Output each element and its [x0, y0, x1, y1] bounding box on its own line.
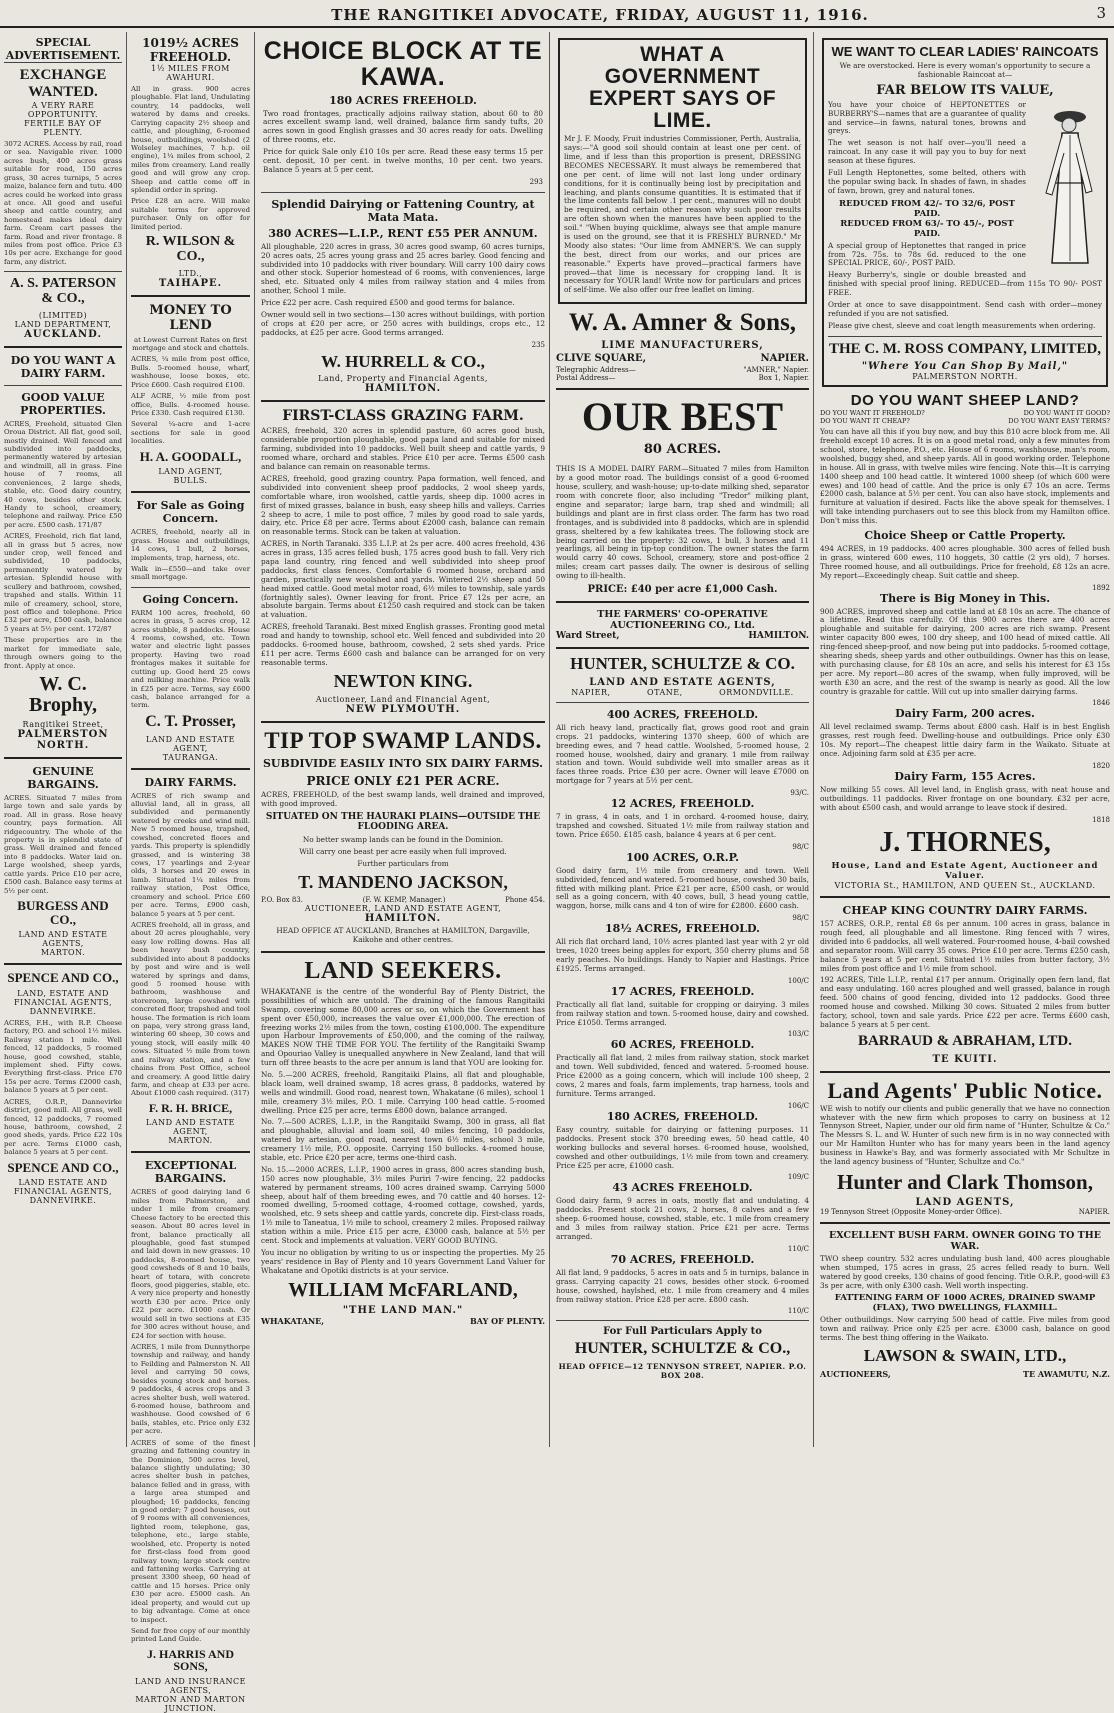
spence-footer-sub: LAND ESTATE AND FINANCIAL AGENTS,: [14, 1178, 112, 1197]
brice-town: MARTON.: [168, 1136, 213, 1146]
f17-body: Practically all flat land, suitable for cropping or dairying. 3 miles from railway station and town. 5-roomed house, dairy and cowshed. Price £1050. Terms arranged.: [556, 999, 809, 1027]
seekers-body-5: You incur no obligation by writing to us or inspecting the properties. My 25 years' residence in Bay of Plenty and 10 years Government Land Valuer for Whakatane and Opotiki districts is at your service.: [261, 1247, 545, 1275]
column-2: [127, 32, 255, 1713]
grazing-heading: FIRST-CLASS GRAZING FARM.: [282, 408, 524, 425]
hurrell-name: W. HURRELL & CO.,: [321, 351, 485, 371]
king-country-157: 157 ACRES, O.R.P., rental £8 6s per annum. 100 acres in grass, balance in rough feed, all ploughable and all limestone. Ring fenced with 7 wires, divided into 6 paddocks, all well watered. Four-roomed house, 4-bail cowshed and separator room. Will carry 35 cows. Price £10 per acre. Terms £250 cash, balance 5 years at 5 per cent. Situated 1½ miles from butter factory, 3½ miles from post office and 1½ mile from school.: [820, 919, 1110, 973]
bush-body: TWO sheep country. 532 acres undulating bush land, 400 acres ploughable when stumped, 175 acres in grass, 25 acres felled ready to burn. Well watered by good creeks, 130 chains of good fencing. Title O.R.P., good-will £3 3s per acre, with only £300 cash. Well worth inspecting.: [820, 1253, 1110, 1290]
spence-body-2: ACRES, O.R.P., Dannevirke district, good mill. All grass, well fenced, 12 paddocks, 7 roomed house, bathroom, cowshed, 2 good sheds, yards. Price £22 10s per acre. Terms £1000 cash, balance 5 years at 5 per cent.: [4, 1097, 122, 1157]
tiptop-situated: SITUATED ON THE HAURAKI PLAINS—OUTSIDE THE FLOODING AREA.: [265, 812, 541, 833]
exceptional-heading: EXCEPTIONAL BARGAINS.: [144, 1159, 237, 1186]
jackson-sub: AUCTIONEER, LAND AND ESTATE AGENT,: [304, 904, 502, 914]
mata-price: Price £22 per acre. Cash required £500 and good terms for balance.: [261, 298, 515, 308]
grazing-735: ACRES, in North Taranaki. 335 L.I.P. at 2s per acre. 400 acres freehold, 436 acres in grass, 135 acres felled bush, 175 acres good bush to fall. Very rich papa land country, ring fenced and well subdivided into sheep proof paddocks, first class fences. Comfortable 6 roomed house, orchard and garden, practically new woolshed and yards. Wintered 2½ sheep and 50 head mixed cattle. Good metal motor road, 6½ miles to township, sale yards (fortnightly sales). Owner leaving for front. Price £7 12s per acre, an absolute bargain. Terms about £1250 cash required and stock can be taken at valuation.: [261, 539, 545, 620]
amner-post-label: Postal Address—: [556, 374, 616, 383]
f12-ref: 98/C: [792, 842, 809, 851]
concern-price: Walk in—£550—and take over small mortgage.: [131, 564, 250, 582]
choice-sub: 180 ACRES FREEHOLD.: [329, 93, 477, 107]
tiptop-better: No better swamp lands can be found in the Dominion.: [302, 835, 504, 845]
f180-body: Easy country, suitable for dairying or fattening purposes. 11 paddocks. Present stock 370 breeding ewes, 50 head cattle, 40 working bullocks and several horses. 6-roomed house, woolshed, cowshed and other outbuildings, 1½ mile from town and creamery. Price £25 per acre, £1000 cash.: [556, 1124, 809, 1170]
values-body-1: ACRES, Freehold, situated Glen Oroua District. All flat, good soil, mostly drained. Well fenced and subdivided into paddocks, permanently watered by artesian and windmill, all in grass. Fine house of 7 rooms, all conveniences, 2 large sheds, stable, etc. Good dairy country, 40 cows, besides other stock. Handy to school, creamery, telephone and railway. Price £50 per acre. £500 cash. 171/87: [4, 419, 122, 529]
f100-body: Good dairy farm, 1½ mile from creamery and town. Well subdivided, fenced and watered. 5-roomed house, cowshed 30 bails, fitted with milking plant. Price £21 per acre, £500 cash, or would sell as a going concern, with 40 cows, bull, 3 head young cattle, waggon, horse, milk cans and 4 ton of wire for £2800. £600 cash.: [556, 865, 809, 911]
jackson-phone: Phone 454.: [505, 896, 545, 905]
sheep-body: You can have all this if you buy now, and buy this 810 acre block from me. All freehold except 10 acres. It is on a good metal road, only a few minutes from school, store, telephone, P.O., etc. House of 6 rooms, washhouse, man's room, woolshed, buggy shed, and sheep yards. All in good working order. Telephone in house. All in grass, with twelve miles wire fencing. Note this—It is carrying 1400 sheep and 100 head cattle. It wintered 1000 sheep (of which 600 were ewes) and 100 head of cattle. And the price is only £7 10s an acre. Terms £2000 cash, balance at 5½ per cent. You can also have stock, implements and furniture at valuation if desired. Facts like the above speak for themselves. I will take intending purchasers out to see this block from my Hamilton office. Don't miss this.: [820, 427, 1110, 526]
masthead: [0, 2, 1114, 28]
jackson-contact-row: [261, 896, 545, 904]
lawson-row: [820, 1369, 1110, 1379]
mata-heading: Splendid Dairying or Fattening Country, at Mata Mata.: [271, 197, 535, 224]
f18-heading: 18½ ACRES, FREEHOLD.: [604, 922, 761, 936]
paterson-name: A. S. PATERSON & CO.,: [9, 276, 117, 307]
money-4acres: ACRES, ¼ mile from post office, Bulls. 5-roomed house, wharf, washhouse, loose boxes, etc. Price £600. Cash required £100.: [131, 355, 250, 389]
mata-sub: 380 ACRES—L.I.P., RENT £55 PER ANNUM.: [268, 226, 538, 240]
goodall-name: H. A. GOODALL,: [139, 448, 242, 464]
f18-body: All rich flat orchard land, 10½ acres planted last year with 2 yr old trees, 1020 trees being apples for export, 350 cherry plums and 58 early peaches. No buildings. Handy to Napier and Hastings. Price £1925. Terms arranged.: [556, 937, 809, 973]
hunter-sub: LAND AND ESTATE AGENTS,: [589, 676, 776, 688]
thornes-name: J. THORNES,: [879, 826, 1051, 858]
concern-heading: For Sale as Going Concern.: [136, 499, 245, 526]
amner-post: Box 1, Napier.: [758, 374, 809, 383]
exceptional-body-3: ACRES of some of the finest grazing and fattening country in the Dominion, 500 acres level, balance slightly undulating; 30 acres shelter bush in patches, balance felled and in grass, with a large area stumped and ploughed; 16 paddocks, fencing in good order; 7 good houses, out of 9 rooms with all conveniences, lighted room, telephone, gas, telephone, etc., large stable, woolshed, etc. Property is noted for first-class food from good railway town; large stock centre and fattening works. Carrying at present 3300 sheep, 60 head of cattle and 15 horses. Price only £30 per acre. £5000 cash. An ideal property, and would cut up to big advantage. Come at once to inspect.: [131, 1438, 250, 1624]
mcfarland-name: WILLIAM McFARLAND,: [288, 1278, 518, 1301]
hunter-footer-name: HUNTER, SCHULTZE & CO.,: [574, 1340, 791, 1358]
dairy155-ref: 1818: [1092, 815, 1110, 824]
harris-sub: LAND AND INSURANCE AGENTS,: [135, 1676, 246, 1695]
mcfarland-town-row: [261, 1316, 545, 1326]
f100-heading: 100 ACRES, O.R.P.: [626, 850, 739, 864]
htc-address: 19 Tennyson Street (Opposite Money-order Office).: [820, 1207, 1002, 1216]
exchange-sub2: FERTILE BAY OF PLENTY.: [24, 119, 102, 137]
exchange-sub: A VERY RARE OPPORTUNITY.: [27, 101, 99, 119]
grazing-400b: ACRES, freehold Taranaki. Best mixed English grasses. Fronting good metal road and handy to township, school etc. Well fenced and subdivided into 20 paddocks. 6-roomed house, bathroom, cowshed, 2 sets shed yards. Price £11 per acre. Terms £600 cash and balance can be arranged for on very reasonable terms.: [261, 622, 545, 667]
raincoat-body-4: A special group of Heptonettes that ranged in price from 72s. 75s. to 78s 6d. reduced to the one SPECIAL PRICE, 60/-, POST PAID.: [828, 240, 1026, 268]
choice-heading: CHOICE BLOCK AT TE KAWA.: [263, 37, 543, 92]
column-4: [552, 32, 814, 1447]
amner-tel-row: [556, 366, 809, 374]
seekers-heading: LAND SEEKERS.: [304, 957, 502, 984]
raincoat-heading: WE WANT TO CLEAR LADIES' RAINCOATS: [831, 44, 1099, 59]
spence-footer-name: SPENCE AND CO.,: [7, 1159, 119, 1175]
amner-post-row: [556, 374, 809, 382]
jackson-name: T. MANDENO JACKSON,: [298, 872, 508, 893]
brice-sub: LAND AND ESTATE AGENT,: [145, 1118, 235, 1137]
apply-heading: For Full Particulars Apply to: [603, 1326, 762, 1338]
spence-sub: LAND, ESTATE AND FINANCIAL AGENTS,: [14, 988, 112, 1007]
paterson-town: AUCKLAND.: [24, 328, 102, 340]
f60-ref: 106/C: [787, 1101, 809, 1110]
burgess-town: MARTON.: [40, 948, 86, 958]
barraud-town: TE KUITI.: [932, 1053, 998, 1065]
tiptop-570: ACRES, FREEHOLD, of the best swamp lands, well drained and improved, with good improved.: [261, 789, 545, 808]
best-price: PRICE: £40 per acre £1,000 Cash.: [587, 584, 778, 596]
f400-ref: 93/C.: [790, 789, 809, 798]
exchange-heading: EXCHANGE WANTED.: [19, 67, 107, 100]
ross-name: THE C. M. ROSS COMPANY, LIMITED,: [828, 340, 1102, 357]
f43-body: Good dairy farm, 9 acres in oats, mostly flat and undulating. 4 paddocks. Present stock 21 cows, 2 horses, 8 calves and a few sheep. 6-roomed house, cowshed, stable, etc. 1 mile from creamery and 3 miles from railway station. Price £21 per acre. Terms arranged.: [556, 1196, 809, 1241]
grazing-1248: ACRES, freehold, good grazing country. Papa formation, well fenced, and subdivided into convenient sheep proof paddocks, 2 wool sheep yards, comfortable whare, iron woolshed, cattle yards, sheep dip. 1000 acres in first of mixed grasses, balance in bush, easy sheep hills and valleys. Carries 2 sheep to acre, 1 mile to post office, 7 miles by good road to sale yards, dairy, etc. Price £8 per acre. Terms about £2000 cash, balance can remain on reasonable terms. Stock can be taken at valuation.: [261, 473, 545, 537]
notice-body: WE wish to notify our clients and public generally that we have no connection whatever with the new firm which proposes to carry on business at 12 Tennyson Street, Napier, under our old firm name of "Hunter, Schultze & Co." The Messrs S. L. and W. Hunter of such new firm is in no way connected with our Mr Hamilton Hunter who has for many years been in the land agency business in Hawke's Bay, and was formerly associated with Mr Schultze in the land agency business of "Hunter, Schultze and Co.": [820, 1103, 1110, 1166]
f18-ref: 100/C: [787, 976, 809, 985]
seekers-body-4: No. 15.—2000 ACRES, L.I.P., 1900 acres in grass, 800 acres standing bush, 150 acres now ploughable, 3½ miles Puriri 7-wire fencing, 22 paddocks watered by permanent streams, 100 acres drained swamp. Carrying 5000 sheep, about half of them breeding ewes, and 70 cattle and 40 horses. 12-roomed dwelling, 5-roomed cottage, 4-roomed cottage, cowshed, yards, woolshed, etc. 9 sets sheep and cattle yards, concrete dip. First-class roads, 1½ mile to Taneatua, 1½ mile to school, creamery 2 miles. Proposed railway station within a mile. Price £15 per acre, £3000 cash, balance at 5½ per cent. Stock and implements at valuation. VERY GOOD BUYING.: [261, 1164, 545, 1246]
prosser-sub: LAND AND ESTATE AGENT,: [145, 734, 235, 753]
jackson-manager: (F. W. KEMP, Manager.): [362, 896, 446, 905]
f70-ref: 110/C: [787, 1307, 809, 1316]
burgess-name: BURGESS AND CO.,: [17, 898, 109, 927]
farmers-street: Ward Street,: [556, 631, 620, 642]
king-country-heading: CHEAP KING COUNTRY DAIRY FARMS.: [842, 904, 1088, 918]
goodall-sub: LAND AGENT,: [158, 467, 223, 477]
f400-heading: 400 ACRES, FREEHOLD.: [606, 707, 759, 721]
htc-address-row: [820, 1208, 1110, 1216]
wilson-ltd: LTD.,: [178, 268, 203, 278]
prosser-town: TAURANGA.: [162, 752, 219, 762]
raincoat-reduced-2: REDUCED FROM 63/- TO 45/-, POST PAID.: [840, 218, 1014, 239]
tiptop-price: PRICE ONLY £21 PER ACRE.: [306, 773, 500, 788]
king-name: NEWTON KING.: [333, 670, 473, 691]
brophy-name: W. C. Brophy,: [29, 672, 97, 716]
bush-heading: EXCELLENT BUSH FARM. OWNER GOING TO THE WAR.: [829, 1229, 1101, 1252]
spence-body-1: ACRES, F.H., with R.P. Cheese factory, P.O. and school 1½ miles. Railway station 1 mile. Well fenced, 12 paddocks, 5 roomed house, good cowshed, stable, implement shed. Fifty cows. Everything first-class. Price £70 15s per acre. Terms £2000 cash, balance 5 years at 5 per cent.: [4, 1018, 122, 1095]
raincoat-body-6: Order at once to save disappointment. Send cash with order—money refunded if you are not satisfied.: [828, 300, 1102, 318]
brice-name: F. R. H. BRICE,: [148, 1100, 233, 1115]
thornes-address: VICTORIA St., HAMILTON, AND QUEEN St., AUCKLAND.: [834, 881, 1096, 891]
paterson-ltd: (LIMITED): [38, 310, 88, 320]
exceptional-body-1: ACRES of good dairying land 6 miles from Palmerston, and under 1 mile from creamery. Cheese factory to be erected this season. About 80 acres level in front, balance practically all ploughable, good fast stumped and laid down in new grasses. 10 paddocks, 8-roomed house, two good cowsheds of 8 and 10 bails, heart of totara, with concrete floors, good piggeries, stable, etc. A very nice property and honestly worth £30 per acre. Price only £22 per acre. £1000 cash. Or would sell in two sections at £35 for 300 acres without house, and £24 for section with house.: [131, 1188, 250, 1340]
king-town: NEW PLYMOUTH.: [345, 703, 461, 715]
goodall-town: BULLS.: [173, 476, 208, 486]
mcfarland-bay: BAY OF PLENTY.: [470, 1315, 545, 1326]
f12-body: 7 in grass, 4 in oats, and 1 in orchard. 4-roomed house, dairy, trapshed and cowshed. Situated 1½ mile from railway station and town. Price £650. £185 cash, balance 4 years at 6 per cent.: [556, 812, 809, 839]
values-heading: GOOD VALUE PROPERTIES.: [20, 390, 106, 417]
f12-heading: 12 ACRES, FREEHOLD.: [610, 797, 755, 811]
f100-ref: 98/C: [792, 914, 809, 923]
money-half-acre: ALF ACRE, ½ mile from post office, Bulls. 4-roomed house. Price £330. Cash required £130.: [131, 392, 250, 417]
masthead-title: THE RANGITIKEI ADVOCATE, FRIDAY, AUGUST 11, 1916.: [331, 6, 869, 24]
best-heading: OUR BEST: [581, 394, 784, 440]
seekers-body-2: No. 5.—200 ACRES, freehold, Rangitaiki Plains, all flat and ploughable, black loam, well drained swamp, 18 acres grass, 8 paddocks, watered by wells and windmill. Good road, nearest town, Whakatane (6 miles), school 1 mile, creamery 3½ miles, P.O. 1 mile. Carrying 100 head cattle. 5-roomed dwelling. Price £25 per acre, terms £800 down, balance arranged.: [261, 1070, 545, 1115]
choice-ref: 293: [529, 177, 543, 186]
mata-body: All ploughable, 220 acres in grass, 30 acres good swamp, 60 acres turnips, 20 acres oats, 25 acres young grass and 25 acres barley. Good fencing and subdivided into 10 paddocks with river boundary. Will carry 100 dairy cows and other stock. Superior homestead of 6 rooms, with conveniences, large shed, etc. Situated only 4 miles from railway station and 4 miles from another, School 1 mile.: [261, 241, 545, 296]
raincoat-body-5: Heavy Burberry's, single or double breasted and finished with special proof lining. REDUCED—from 115s TO 90/- POST FREE.: [828, 270, 1102, 298]
brophy-town: PALMERSTON NORTH.: [17, 728, 109, 751]
htc-sub: LAND AGENTS,: [915, 1196, 1015, 1208]
raincoat-reduced-1: REDUCED FROM 42/- TO 32/6, POST PAID.: [839, 198, 1015, 219]
sheep-questions-row-2: [820, 417, 1110, 425]
page-number: 3: [1096, 4, 1106, 22]
f60-heading: 60 ACRES, FREEHOLD.: [610, 1038, 755, 1052]
farmers-town: HAMILTON.: [748, 631, 809, 642]
f70-heading: 70 ACRES, FREEHOLD.: [610, 1252, 755, 1266]
brophy-intro: These properties are in the market for immediate sale, through owners going to the front. Apply at once.: [4, 636, 122, 670]
dairy155-body: Now milking 55 cows. All level land, in English grass, with neat house and outbuildings. 11 paddocks. River frontage on one boundary. £32 per acre, with about £500 cash, and would arrange to leave stock if desired.: [820, 785, 1110, 812]
sheep-q2: DO YOU WANT IT GOOD?: [1023, 409, 1110, 418]
money-ref: 1846: [1092, 699, 1110, 708]
prosser-name: C. T. Prosser,: [145, 712, 236, 730]
column-3: [257, 32, 550, 1447]
raincoat-intro: We are overstocked. Here is every woman's opportunity to secure a fashionable Raincoat at—: [839, 61, 1091, 79]
paterson-dept: LAND DEPARTMENT,: [14, 319, 112, 329]
flax-heading: FATTENING FARM OF 1000 ACRES, DRAINED SWAMP (FLAX), TWO DWELLINGS, FLAXMILL.: [834, 1293, 1096, 1314]
htc-town: NAPIER.: [1078, 1207, 1110, 1216]
concern-body: ACRES, freehold, nearly all in grass. House and outbuildings, 14 cows, 1 bull, 2 horses, implements, trap, harness, etc.: [131, 528, 250, 562]
jackson-town: HAMILTON.: [364, 913, 442, 925]
column-5: [816, 32, 1114, 1447]
sheep-heading: DO YOU WANT SHEEP LAND?: [850, 392, 1080, 410]
spence-town: DANNEVIRKE.: [29, 1006, 97, 1016]
seekers-body-1: WHAKATANE is the centre of the wonderful Bay of Plenty District, the possibilities of which are untold. The draining of the famous Rangitaiki Swamp, covering some 80,000 acres or so, on which the Government has spent over £50,000, increases the value over £1,000,000. The erection of freezing works 2½ miles from the town, costing £100,000. The expenditure upon Harbour Improvements of £50,000, and the coming of the railway, MAKES NOW THE TIME FOR YOU. The fertility of the Rangitaiki Swamp and Opouriao Valley is unequalled anywhere in New Zealand, land that will turn off three beasts to the acre per annum is land that YOU are looking for.: [261, 986, 545, 1068]
f60-body: Practically all flat land, 2 miles from railway station, stock market and town. Well subdivided, fenced and watered. 5-roomed house. Price £2000 as a going concern, which will include 100 sheep, 2 cows, 2 mares and foals, farm implements, trap harness, tools and furniture. Terms arranged.: [556, 1053, 809, 1099]
ross-slogan: "Where You Can Shop By Mail,": [861, 361, 1069, 373]
spence-footer-town: DANNEVIRKE.: [29, 1196, 97, 1206]
bargains-body: ACRES. Situated 7 miles from large town and sale yards by road. All in grass. Rose heavy country, pays formation. All ridgecountry. The whole of the property is in splendid state of grass. Well drained and fenced into 8 paddocks. Water laid on. Large woolshed, sheep yards, cattle yards. Price £10 per acre, £500 cash. Balance easy terms at 5½ per cent.: [4, 793, 122, 895]
freehold-body: All in grass. 900 acres ploughable. Flat land, Undulating country, 14 paddocks, well watered by dams and creeks. Carrying capacity 2½ sheep and cattle, and ploughing, 6-roomed house, outbuildings, woolshed (2 Wolseley machines, 7 h.p. oil engine), 1¼ miles from school, 2 miles from creamery. Land really good and will grow any crop. Sheep and cattle come off in splendid order in spring.: [131, 85, 250, 195]
burgess-sub: LAND AND ESTATE AGENTS,: [18, 930, 108, 949]
sheep-q4: DO YOU WANT EASY TERMS?: [1008, 417, 1110, 426]
jackson-po: P.O. Box 83.: [261, 896, 303, 905]
amner-name: W. A. Amner & Sons,: [568, 309, 797, 337]
cattle-heading: Choice Sheep or Cattle Property.: [864, 529, 1066, 542]
amner-tel-label: Telegraphic Address—: [556, 366, 636, 375]
wilson-town: TAIHAPE.: [158, 277, 223, 289]
mata-foot: Owner would sell in two sections—130 acres without buildings, with portion of crops at £20 per acre, or 250 acres with buildings, crops etc., 12 paddocks, at £25 per acre. Good terms arranged.: [261, 309, 545, 337]
hunter-name: HUNTER, SCHULTZE & CO.: [570, 654, 795, 674]
going-body: FARM 100 acres, freehold, 60 acres in grass, 5 acres crop, 12 acres stubble, 8 paddocks. House 4 rooms, cowshed, etc. Town water and electric light passes property. Having two road frontages makes it suitable for cutting up. Good herd 25 cows and milking machine. Price walk in £25 per acre. Terms, say £600 cash, balance arranged for a term.: [131, 608, 250, 710]
f43-ref: 110/C: [787, 1244, 809, 1253]
f400-body: All rich heavy land, practically flat, grows good root and grain crops. 21 paddocks, wintering 1370 sheep, 600 of which are breeding ewes, and 7 head cattle. Woolshed, 5-roomed house, 2 roomed house, woolshed, dairy and granary. 1 mile from railway station and town. Would subdivide well into smaller areas as it faces three roads. Price £30 per acre. Owner will leave £7000 on mortgage for 7 years at 5½ per cent.: [556, 722, 809, 786]
dairy-farms-body-2: ACRES freehold, all in grass, and about 20 acres ploughable, very easy low rolling downs. Has all been heavy bush country, subdivided into about 8 paddocks by post and wire and is well watered by springs and dams, good 5 roomed house with bathroom, washhouse and storeroom, large cowshed with concreted floor, trapshed and tool house. The formation is rich loam on papa, very strong grass land, wintering 60 sheep, 30 cows and young stock, will easily milk 40 cows. Situated ½ mile from town and railway station, and a few chains from Post Office, school and creamery. A good little dairy farm, and cheap at £33 per acre. About £1000 cash required. (317): [131, 920, 250, 1098]
raincoat-body-1: You have your choice of HEPTONETTES or BURBERRY'S—names that are a guarantee of quality and service—in fawns, natural tones, browns and greys.: [828, 99, 1026, 136]
barraud-name: BARRAUD & ABRAHAM, LTD.: [857, 1032, 1073, 1049]
column-1: [0, 32, 127, 1447]
htc-name: Hunter and Clark Thomson,: [837, 1169, 1093, 1194]
sheep-questions-row-1: [820, 409, 1110, 417]
hurrell-town: HAMILTON.: [364, 383, 442, 395]
exchange-body: 3072 ACRES. Access by rail, road or sea. Navigable river. 1000 acres bush, 400 acres grass suitable for road, 150 acres grass, 30 acres turnips, 5 acres maize, balance fern and tutu. 400 acres could be worked into grass at once. All good and useful sheep and cattle country, and homestead makes ideal dairy farm. Cream cart passes the farm. Road and river frontage. 8 miles from post office. Price £3 10s per acre. Exchange for good farm, any district.: [4, 140, 122, 266]
exceptional-foot: Send for free copy of our monthly printed Land Guide.: [131, 1626, 250, 1644]
values-body-2: ACRES, Freehold, rich flat land, all in grass but 5 acres, now under crop, well fenced and subdivided, 10 paddocks, permanently watered by artesian. Splendid house with scullery and bathroom, cowshed, trapshed and stalls. Within 11 mile of creamery, school, store, post office and telephone. Price £32 per acre, £500 cash, balance 5 years at 5½ per cent. 172/87: [4, 532, 122, 633]
amner-tel: "AMNER," Napier.: [743, 366, 809, 375]
lime-body: Mr J. F. Moody, Fruit industries Commissioner, Perth, Australia, says:—"A good soil should contain at least one per cent. of lime, and if less than this proportion is present, DRESSING BECOMES NECESSARY. It must always be remembered that one per cent. of lime will not last long under ordinary conditions, for it is continually being lost by precipitation and leaching, and plants consume quantities. It is estimated that if the lime contents fall below .1 per cent., manures will no doubt be required, and certain other reason why such poor results are often shown when the manures have been applied to the soil." "When buying quicklime, always see that ample manure is used on the ground, see that it is FRESHLY BURNED." Mr Moody also states: "Our lime from AMNER'S. We can supply the best, direct from our works, and our prices are reasonable." Experts have proved—practical farmers have proved—that lime is necessary for cropping land. It is necessary for YOUR land! Write now for particulars and prices of self-lime. We also offer our free leaflet on liming.: [564, 134, 801, 295]
money-foot: Several ¼-acre and 1-acre sections for sale in good localities.: [131, 420, 250, 446]
tiptop-sub: SUBDIVIDE EASILY INTO SIX DAIRY FARMS.: [262, 756, 544, 770]
cattle-ref: 1892: [1092, 583, 1110, 592]
hunter-footer-address: HEAD OFFICE—12 TENNYSON STREET, NAPIER. P.O. BOX 208.: [558, 1362, 807, 1381]
amner-town: NAPIER.: [760, 353, 809, 365]
thornes-sub: House, Land and Estate Agent, Auctioneer and Valuer.: [831, 861, 1099, 882]
tiptop-carry: Will carry one beast per acre easily when full improved.: [299, 847, 507, 857]
mata-ref: 235: [531, 340, 545, 349]
ross-town: PALMERSTON NORTH.: [912, 372, 1018, 382]
notice-heading: Land Agents' Public Notice.: [827, 1077, 1103, 1103]
jackson-office: HEAD OFFICE AT AUCKLAND, Branches at HAMILTON, Dargaville, Kaikohe and other centres.: [276, 926, 530, 944]
sheep-q1: DO YOU WANT IT FREEHOLD?: [820, 409, 925, 418]
hunter-towns: NAPIER, OTANE, ORMONDVILLE.: [571, 687, 794, 697]
farmers-address-row: [556, 631, 809, 641]
freehold-price: Price £28 an acre. Will make suitable terms for approved purchaser. Only on offer for limited period.: [131, 197, 250, 231]
money-body: at Lowest Current Rates on first mortgage and stock and chattels.: [132, 335, 249, 352]
lady-raincoat-illustration: [1032, 103, 1102, 273]
dairy155-heading: Dairy Farm, 155 Acres.: [894, 770, 1036, 784]
exceptional-body-2: ACRES, 1 mile from Dunnythorpe township and railway, and handy to Feilding and Palmerston N. All level and carrying 50 cows, besides young stock and horses. 9 paddocks, 4 acres crops and 3 acres shelter bush, well watered. 6-roomed house, bathroom and washhouse. Good cowshed of 6 bails, stables, etc. Price only £32 per acre.: [131, 1343, 250, 1436]
f180-heading: 180 ACRES, FREEHOLD.: [606, 1109, 759, 1123]
money-body: 900 ACRES, improved sheep and cattle land at £8 10s an acre. The chance of a lifetime. Read this carefully. Of this 900 acres there are 400 acres ploughable and suitable for dairying, 200 acres are rich swamp. Present winter capacity 800 ewes, 100 dry sheep, and 100 head of mixed cattle. All ring-fenced sheep-proof, and now being put into paddocks. 5-roomed cottage, shearing sheds, sheep yards and other outbuildings. Owner has this on lease, with purchasing clause, for £8 10s an acre, and sells his interest for £3 15s per acre. My report—80 acres of the swamp, when fully improved, will be worth £30 an acre, and the rest of the swamp is nearly as good. All the low country is grazable for cattle. Will cut up into smaller dairying farms.: [820, 606, 1110, 696]
choice-body: Two road frontages, practically adjoins railway station, about 60 to 80 acres excellent swamp land, well drained, balance firm sandy tufts, 20 acres sown in good English grasses and 30 acres ready for oats. Dwelling of three rooms, etc.: [263, 108, 543, 145]
seekers-body-3: No. 7.—500 ACRES, L.I.P., in the Rangitaiki Swamp, 300 in grass, all flat and ploughable, alluvial and loam soil, 40 miles fencing, 10 paddocks, watered by artesian, good road, nearest town 6½ miles, school 3 mile, creamery 1½ mile, P.O. opposite. Carrying 150 bullocks. 4-roomed house, stable, etc. Price £20 per acre, terms one-third cash.: [261, 1117, 545, 1163]
money-heading: There is Big Money in This.: [879, 591, 1051, 605]
raincoat-body-2: The wet season is not half over—you'll need a raincoat. In any case it will pay you to buy for next season at these figures.: [828, 138, 1026, 166]
grazing-400: ACRES, freehold, 320 acres in splendid pasture, 60 acres good bush, considerable proportion ploughable, good papa land and suitable for mixed farming, subdivided into 10 paddocks. Well built sheep and cattle yards, 9 roomed whare, orchard and stables. Price £10 per acre. Terms £500 cash and balance can remain on reasonable terms.: [261, 426, 545, 472]
brophy-street: Rangitikei Street,: [22, 719, 104, 729]
amner-street: CLIVE SQUARE,: [556, 353, 647, 365]
wilson-name: R. WILSON & CO.,: [145, 234, 236, 264]
mcfarland-town: WHAKATANE,: [261, 1315, 325, 1326]
f17-heading: 17 ACRES, FREEHOLD.: [610, 984, 755, 998]
raincoat-below: FAR BELOW ITS VALUE,: [876, 82, 1054, 98]
dairy-heading: DO YOU WANT A DAIRY FARM.: [10, 353, 116, 380]
amner-address-row: [556, 353, 809, 364]
king-country-192: 192 ACRES, Title L.I.P., rental £17 per annum. Originally open fern land, flat and easy undulating. 160 acres ploughed and well grassed, balance in rough feed. 500 chains of good fencing, divided into 12 paddocks. Good three roomed house and cowshed. Milking 30 cows. Situated 2 miles from butter factory, school, town and sale yards. Price £22 per acre. Terms £600 cash, balance 5 years at 5 per cent.: [820, 975, 1110, 1029]
freehold-heading: 1019½ ACRES FREEHOLD.: [142, 36, 239, 64]
f180-ref: 109/C: [787, 1173, 809, 1182]
spence-name: SPENCE AND CO.,: [7, 970, 119, 986]
dairy-farms-heading: DAIRY FARMS.: [144, 775, 237, 789]
flax-body: Other outbuildings. Now carrying 500 head of cattle. Five miles from good town and railway. Price only £25 per acre. £3000 cash, balance on good terms. The best thing offering in the Waikato.: [820, 1315, 1110, 1343]
tiptop-heading: TIP TOP SWAMP LANDS.: [264, 727, 542, 753]
f43-heading: 43 ACRES FREEHOLD.: [612, 1181, 753, 1195]
f70-body: All flat land, 9 paddocks, 5 acres in oats and 5 in turnips, balance in grass. Carrying capacity 21 cows, besides other stock. 6-roomed house, cowshed, haylshed, etc. 1 mile from creamery and 4 miles from railway station. Price £28 per acre. £800 cash.: [556, 1267, 809, 1304]
mcfarland-sub: "THE LAND MAN.": [342, 1304, 464, 1316]
farmers-name: THE FARMERS' CO-OPERATIVE AUCTIONEERING CO., Ltd.: [597, 609, 768, 632]
tiptop-further: Further particulars from: [357, 859, 449, 869]
harris-town: MARTON AND MARTON JUNCTION.: [135, 1694, 246, 1713]
choice-price: Price for quick Sale only £10 10s per acre. Read these easy terms 15 per cent. deposit, 10 per cent. in twelve months, 10 per cent. two years. Balance 5 years at 5 per cent.: [263, 147, 543, 174]
cattle-body: 494 ACRES, in 19 paddocks. 400 acres ploughable. 300 acres of felled bush in grass, wintered 600 ewes, 110 hoggets, 30 cattle (2 yrs old), 7 horses. Three roomed house, and all outbuildings. Price for freehold, £8 12s an acre. My report—Exceedingly cheap. Suit cattle and sheep.: [820, 544, 1110, 580]
f17-ref: 103/C: [787, 1030, 809, 1039]
raincoat-body-3: Full Length Heptonettes, some belted, others with the popular swing back. In shades of fawn, in shades of fawn, brown, grey and natural tones.: [828, 168, 1026, 195]
king-sub: Auctioneer, Land and Financial Agent,: [315, 694, 491, 704]
hurrell-sub: Land, Property and Financial Agents,: [318, 374, 488, 384]
best-sub: 80 ACRES.: [643, 442, 722, 458]
dairy200-ref: 1820: [1092, 762, 1110, 771]
raincoat-body-7: Please give chest, sleeve and coat length measurements when ordering.: [828, 320, 1096, 330]
dairy200-body: All level reclaimed swamp. Terms about £800 cash. Half is in best English grasses, rest rough feed. Dwelling-house and outbuildings. Price only £30 10s. My report—The cheapest little dairy farm in the Waikato. Situate at once. Adjoining farm sold at £35 per acre.: [820, 722, 1110, 759]
dairy-farms-body-1: ACRES of rich swamp and alluvial land, all in grass, all subdivided and permanently watered by creeks and wind mill. New 5 roomed house, trapshed, cowshed, concreted floors and yards. This property is splendidly grassed, and is wintering 38 cows, 17 yearlings and 2-year olds, 3 horses and 20 ewes in lamb. Situated 1¼ miles from railway station, Post Office, creamery and school. Price £60 per acre. Terms, £900 cash, balance 5 years at 5 per cent.: [131, 791, 250, 918]
special-label: SPECIAL ADVERTISEMENT.: [5, 36, 121, 62]
harris-name: J. HARRIS AND SONS,: [146, 1646, 234, 1674]
freehold-sub: 1½ MILES FROM AWAHURI.: [151, 64, 230, 82]
dairy200-heading: Dairy Farm, 200 acres.: [895, 707, 1035, 721]
bargains-heading: GENUINE BARGAINS.: [27, 764, 99, 791]
lawson-name: LAWSON & SWAIN, LTD.,: [863, 1346, 1067, 1366]
lime-heading: WHAT A GOVERNMENT EXPERT SAYS OF LIME.: [588, 43, 777, 133]
lawson-town: TE AWAMUTU, N.Z.: [1023, 1368, 1110, 1379]
going-heading: Going Concern.: [142, 592, 239, 606]
money-heading: MONEY TO LEND: [149, 302, 232, 333]
sheep-q3: DO YOU WANT IT CHEAP?: [820, 417, 910, 426]
lawson-sub: AUCTIONEERS,: [820, 1368, 891, 1379]
amner-sub: LIME MANUFACTURERS,: [601, 340, 764, 352]
best-body: THIS IS A MODEL DAIRY FARM—Situated 7 miles from Hamilton by a good motor road. The buildings consist of a good 6-roomed house, scullery, and wash-house; up-to-date milking shed, separator room with concrete floor, also including "Tredor" milking plant, engine and separator; large barn, trap shed and windmill; all buildings and plant are in first class order. The farm has two road frontages, and is subdivided into 8 paddocks, which are in splendid grass, sheltered by a few kahikatea trees. The following stock are being carried on the property: 32 cows, 1 bull, 3 horses and 11 yearlings, all being in tip-top condition. The owner states the farm would carry 40 cows. School, creamery, store and post-office 2 miles; cream cart passes daily. The owner is desirous of selling owing to ill-health.: [556, 464, 809, 581]
